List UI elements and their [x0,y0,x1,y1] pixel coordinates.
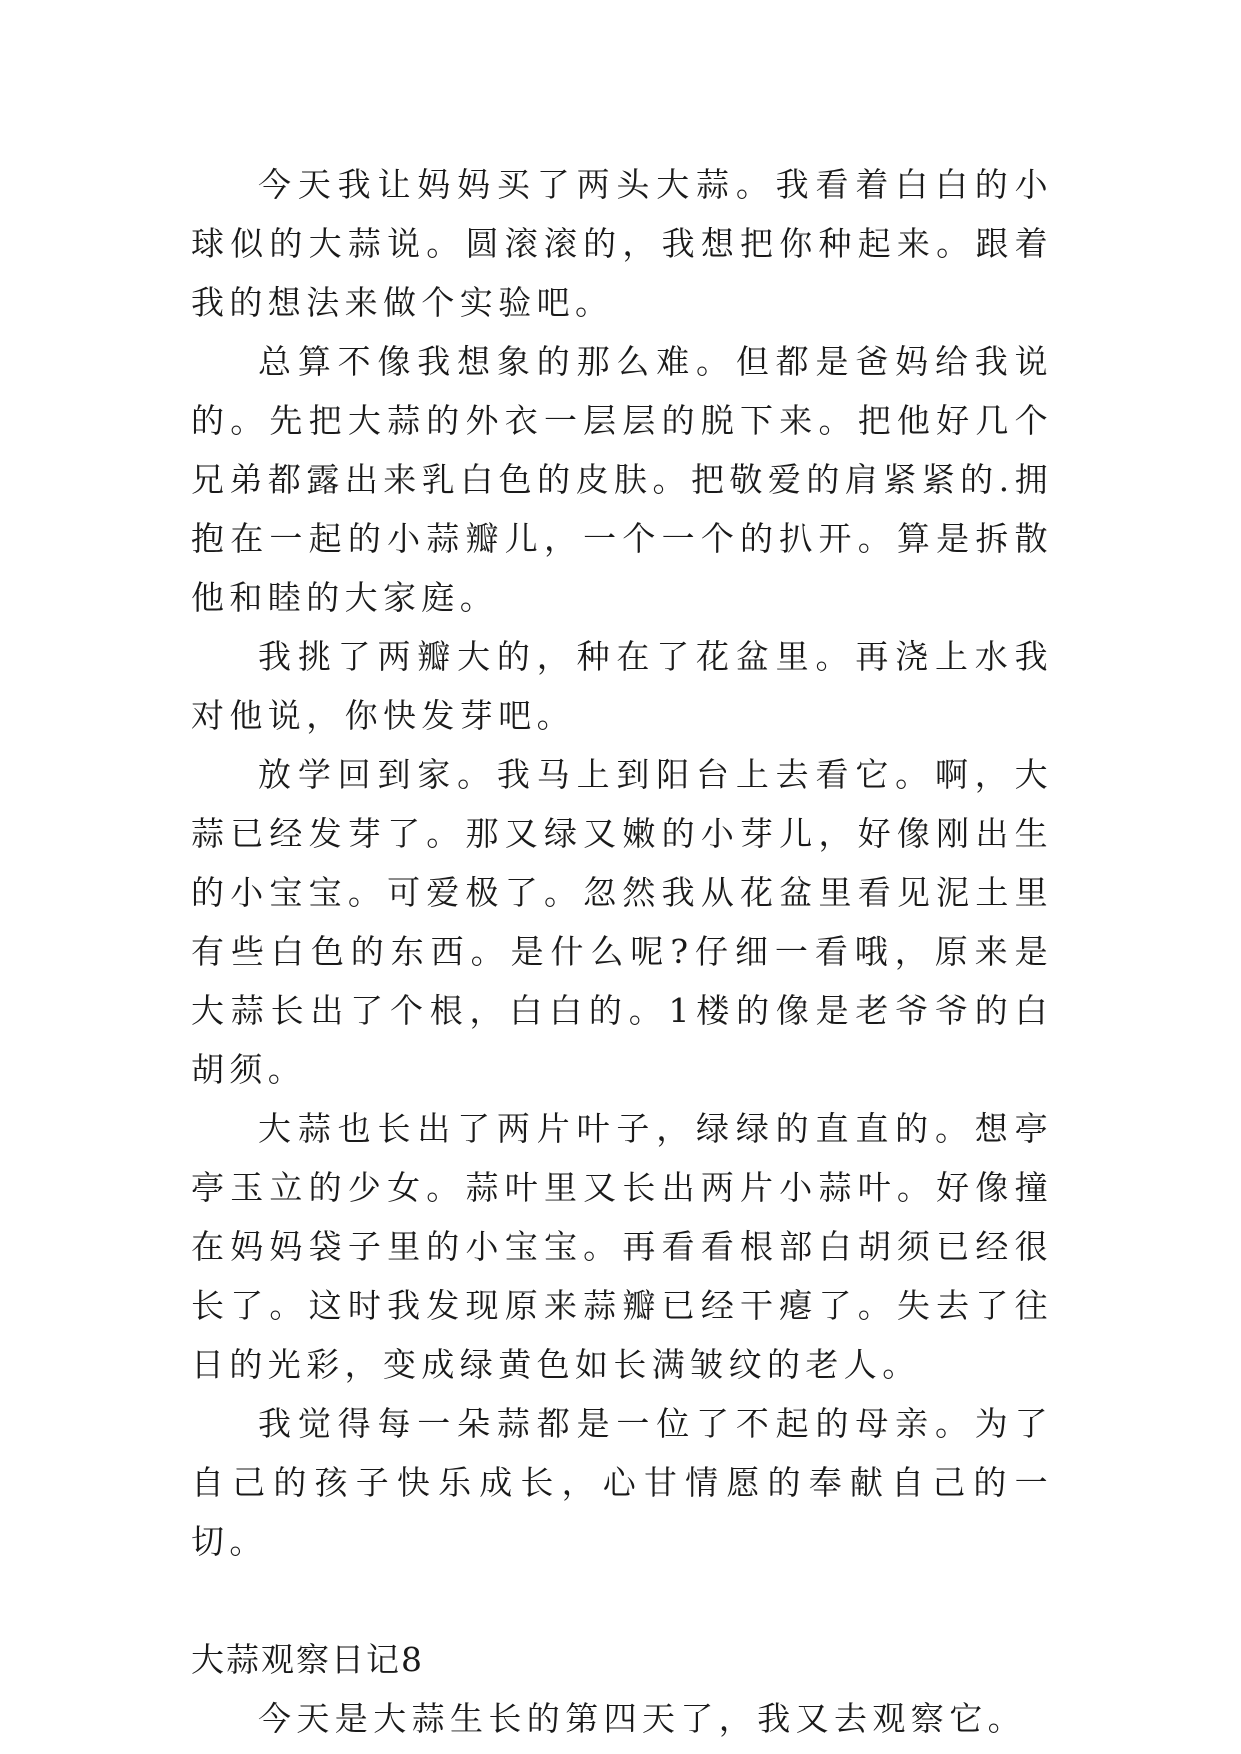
paragraph: 大蒜也长出了两片叶子，绿绿的直直的。想亭亭玉立的少女。蒜叶里又长出两片小蒜叶。好像撞在妈妈袋子里的小宝宝。再看看根部白胡须已经很长了。这时我发现原来蒜瓣已经干瘪了。失去了往日的光彩，变成绿黄色如长满皱纹的老人。 [191,1109,1053,1384]
document-body [191,155,1053,1748]
paragraph: 我挑了两瓣大的，种在了花盆里。再浇上水我对他说，你快发芽吧。 [191,637,1053,735]
paragraph: 今天是大蒜生长的第四天了，我又去观察它。 [258,1699,1026,1738]
section-heading: 大蒜观察日记8 [191,1640,424,1679]
paragraph: 我觉得每一朵蒜都是一位了不起的母亲。为了自己的孩子快乐成长，心甘情愿的奉献自己的一切。 [191,1404,1053,1561]
paragraph: 放学回到家。我马上到阳台上去看它。啊，大蒜已经发芽了。那又绿又嫩的小芽儿，好像刚出生的小宝宝。可爱极了。忽然我从花盆里看见泥土里有些白色的东西。是什么呢?仔细一看哦，原来是大蒜长出了个根，白白的。1楼的像是老爷爷的白胡须。 [191,755,1053,1089]
paragraph: 总算不像我想象的那么难。但都是爸妈给我说的。先把大蒜的外衣一层层的脱下来。把他好几个兄弟都露出来乳白色的皮肤。把敬爱的肩紧紧的.拥抱在一起的小蒜瓣儿，一个一个的扒开。算是拆散他和睦的大家庭。 [191,342,1053,617]
paragraph: 今天我让妈妈买了两头大蒜。我看着白白的小球似的大蒜说。圆滚滚的，我想把你种起来。跟着我的想法来做个实验吧。 [191,165,1053,322]
